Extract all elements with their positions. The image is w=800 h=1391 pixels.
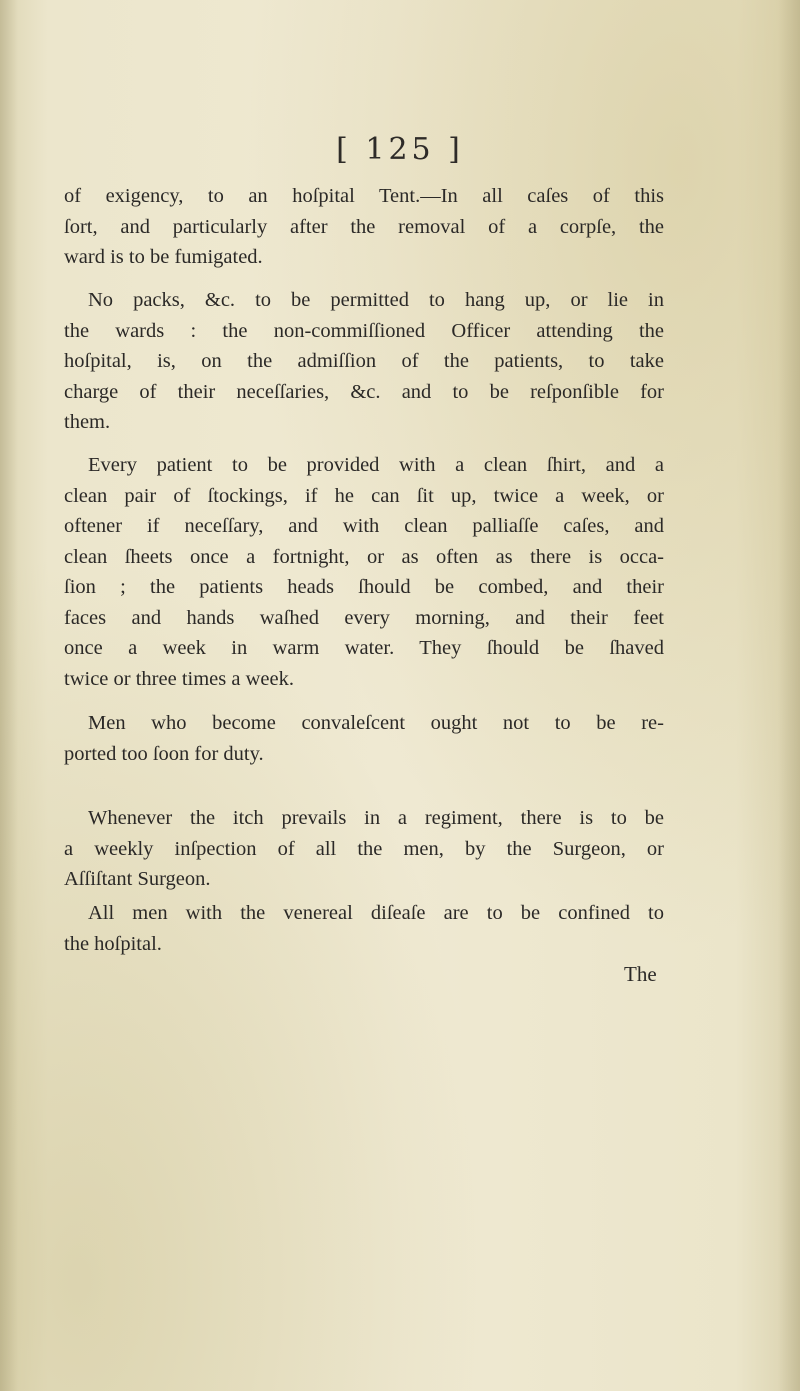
- paragraph-line: twice or three times a week.: [64, 667, 294, 690]
- page-edge-shadow-left: [0, 0, 18, 1391]
- paragraph-4: [64, 708, 664, 769]
- paragraph-line: oftener if neceſſary, and with clean palliaſſe caſes, and: [64, 515, 664, 537]
- page-number-header: [ 125 ]: [336, 132, 464, 167]
- paragraph-line: All men with the venereal diſeaſe are to be confined to: [88, 902, 664, 924]
- paragraph-line: a weekly inſpection of all the men, by the Surgeon, or: [64, 837, 664, 860]
- paragraph-line: clean pair of ſtockings, if he can ſit up, twice a week, or: [64, 484, 664, 507]
- paragraph-line: No packs, &c. to be permitted to hang up, or lie in: [88, 289, 664, 311]
- paragraph-line: Aſſiſtant Surgeon.: [64, 868, 211, 890]
- paragraph-6: [64, 898, 664, 959]
- catchword: The: [624, 962, 657, 986]
- page-edge-shadow-right: [778, 0, 800, 1391]
- paragraph-line: the hoſpital.: [64, 932, 162, 955]
- paragraph-line: ward is to be fumigated.: [64, 246, 263, 268]
- paragraph-5: [64, 803, 664, 895]
- paragraph-line: Every patient to be provided with a clean ſhirt, and a: [88, 454, 664, 476]
- paragraph-3: [64, 450, 664, 694]
- paragraph-line: clean ſheets once a fortnight, or as often as there is occa-: [64, 545, 664, 568]
- paragraph-line: of exigency, to an hoſpital Tent.—In all caſes of this: [64, 185, 664, 207]
- paragraph-line: Men who become convaleſcent ought not to be re-: [88, 712, 664, 734]
- paragraph-line: ported too ſoon for duty.: [64, 742, 264, 765]
- paragraph-2: [64, 285, 664, 438]
- paragraph-1: [64, 181, 664, 273]
- paragraph-line: charge of their neceſſaries, &c. and to be reſponſible for: [64, 380, 664, 403]
- paragraph-line: Whenever the itch prevails in a regiment, there is to be: [88, 807, 664, 829]
- paragraph-line: the wards : the non-commiſſioned Officer attending the: [64, 319, 664, 342]
- paragraph-line: faces and hands waſhed every morning, and their feet: [64, 606, 664, 629]
- paragraph-line: once a week in warm water. They ſhould be ſhaved: [64, 637, 664, 659]
- paragraph-line: ſion ; the patients heads ſhould be combed, and their: [64, 576, 664, 598]
- paragraph-line: them.: [64, 411, 111, 433]
- paragraph-line: hoſpital, is, on the admiſſion of the patients, to take: [64, 350, 664, 372]
- paragraph-line: ſort, and particularly after the removal of a corpſe, the: [64, 215, 664, 238]
